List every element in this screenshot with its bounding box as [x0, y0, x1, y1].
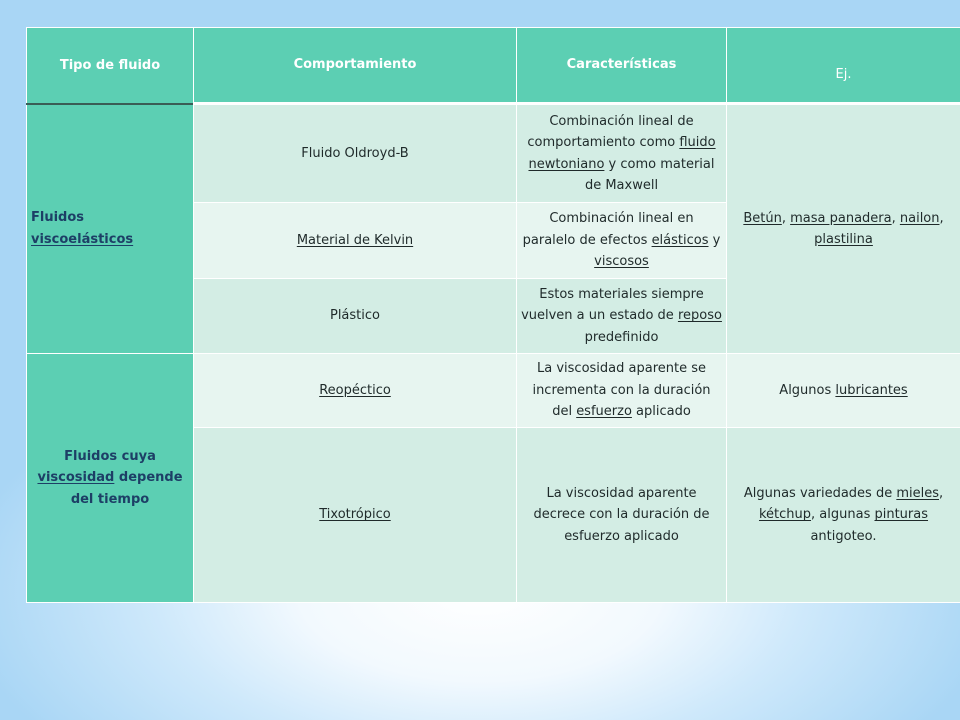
caracteristicas-cell — [517, 354, 727, 428]
header-comportamiento: Comportamiento — [194, 28, 517, 104]
header-row — [27, 28, 960, 104]
link-viscosos[interactable]: viscosos — [594, 254, 649, 270]
caracteristicas-cell — [517, 279, 727, 354]
link-betun[interactable]: Betún — [743, 210, 782, 226]
separator: , — [939, 210, 944, 226]
ejemplo-text: Algunos — [779, 382, 836, 398]
comportamiento-cell — [194, 354, 517, 428]
header-tipo: Tipo de fluido — [27, 28, 194, 104]
comportamiento-cell: Fluido Oldroyd-B — [194, 104, 517, 203]
caracteristicas-text: La viscosidad aparente se incrementa con la duración del — [532, 361, 711, 420]
group-label-text: Fluidos — [31, 210, 85, 226]
link-viscoelasticos[interactable]: viscoelásticos — [31, 231, 134, 247]
ejemplo-text: , algunas — [811, 507, 875, 523]
link-esfuerzo[interactable]: esfuerzo — [576, 404, 632, 420]
caracteristicas-text: Estos materiales siempre vuelven a un estado de — [521, 286, 704, 324]
header-caracteristicas: Características — [517, 28, 727, 104]
group-label-text: Fluidos cuya — [64, 448, 156, 464]
header-ej: Ej. — [727, 28, 960, 104]
ejemplo-text: antigoteo. — [810, 528, 877, 544]
group-label-time-dependent — [27, 354, 194, 603]
ejemplo-cell — [727, 428, 960, 603]
separator: , — [781, 210, 791, 226]
caracteristicas-text: Combinación lineal de comportamiento como — [527, 113, 694, 151]
link-pinturas[interactable]: pinturas — [874, 507, 929, 523]
ejemplo-text: Algunas variedades de — [743, 485, 897, 501]
link-tixotropico[interactable]: Tixotrópico — [319, 507, 391, 523]
link-fluido-newtoniano[interactable]: fluido newtoniano — [528, 135, 716, 172]
caracteristicas-cell — [517, 203, 727, 279]
link-reopectico[interactable]: Reopéctico — [319, 382, 391, 398]
caracteristicas-text: predefinido — [584, 329, 659, 345]
group-label-viscoelastic — [27, 104, 194, 354]
group-label-text: depende del tiempo — [70, 470, 183, 507]
link-ketchup[interactable]: kétchup — [758, 507, 812, 523]
caracteristicas-cell: La viscosidad aparente decrece con la duración de esfuerzo aplicado — [517, 428, 727, 603]
caracteristicas-text: Combinación lineal en paralelo de efectos — [522, 211, 694, 248]
link-lubricantes[interactable]: lubricantes — [835, 382, 908, 398]
link-nailon[interactable]: nailon — [899, 210, 940, 226]
separator: , — [939, 485, 944, 501]
separator: , — [891, 210, 900, 226]
link-viscosidad[interactable]: viscosidad — [37, 470, 115, 486]
link-masa-panadera[interactable]: masa panadera — [790, 210, 892, 226]
table-row — [27, 104, 960, 203]
caracteristicas-text: aplicado — [631, 404, 691, 420]
comportamiento-cell: Plástico — [194, 279, 517, 354]
caracteristicas-cell — [517, 104, 727, 203]
comportamiento-cell — [194, 428, 517, 603]
link-reposo[interactable]: reposo — [677, 308, 722, 324]
ejemplo-cell — [727, 354, 960, 428]
link-elasticos[interactable]: elásticos — [651, 232, 709, 248]
table-row — [27, 354, 960, 428]
caracteristicas-text: y — [708, 232, 721, 248]
link-plastilina[interactable]: plastilina — [814, 232, 873, 247]
link-material-de-kelvin[interactable]: Material de Kelvin — [296, 232, 414, 248]
ejemplo-cell-viscoelastic — [727, 104, 960, 354]
fluids-table — [26, 27, 960, 603]
comportamiento-cell — [194, 203, 517, 279]
link-mieles[interactable]: mieles — [896, 485, 939, 501]
caracteristicas-text: y como material de Maxwell — [584, 156, 715, 193]
